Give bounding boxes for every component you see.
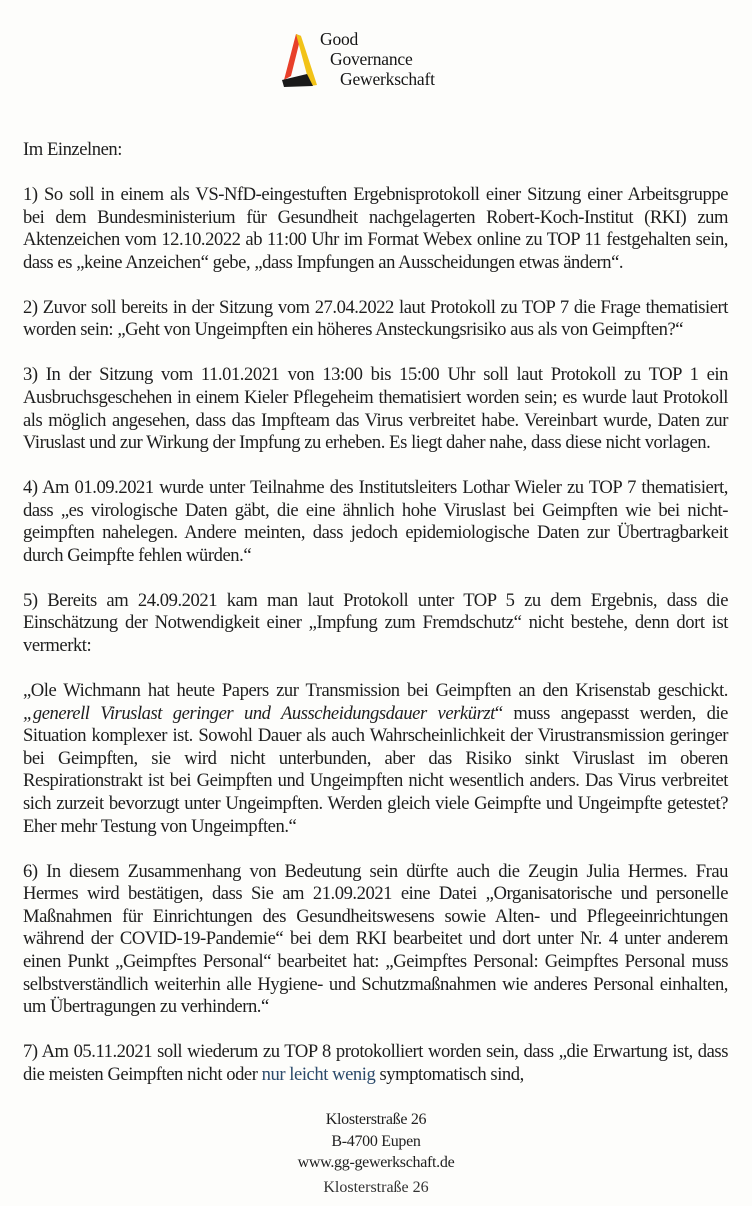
paragraph-7-start: 7) Am 05.11.2021 soll wiederum zu TOP 8 protokolliert worden sein, dass „die Erwartung ist, dass die meisten Geimpften nicht oder bbox=[23, 1041, 728, 1085]
organization-logo bbox=[280, 28, 500, 90]
logo-line-governance: Governance bbox=[330, 49, 413, 69]
paragraph-4: 4) Am 01.09.2021 wurde unter Teilnahme des Institutsleiters Lothar Wieler zu TOP 7 thematisiert, dass „es virologische Daten gäbt, die eine ähnlich hohe Viruslast bei Geimpften wie bei nicht-geimpften nahelegen. Andere meinten, dass jedoch epidemiologische Daten zur Übertragbarkeit durch Geimpfte fehlen würden.“ bbox=[23, 477, 728, 566]
paragraph-5: 5) Bereits am 24.09.2021 kam man laut Protokoll unter TOP 5 zu dem Ergebnis, dass die Einschätzung der Notwendigkeit einer „Impfung zum Fremdschutz“ nicht bestehe, denn dort ist vermerkt: bbox=[23, 589, 728, 657]
paragraph-7 bbox=[23, 1041, 728, 1086]
letter-body bbox=[23, 139, 728, 1109]
logo-line-gewerkschaft: Gewerkschaft bbox=[340, 69, 435, 89]
quote-text-start: „Ole Wichmann hat heute Papers zur Transmission bei Geimpften an den Krisenstab geschickt. bbox=[23, 680, 728, 702]
paragraph-3: 3) In der Sitzung vom 11.01.2021 von 13:00 bis 15:00 Uhr soll laut Protokoll zu TOP 1 ein Ausbruchsgeschehen in einem Kieler Pflegeheim thematisiert worden sein; es wurde laut Protokoll als möglich angesehen, dass das Impfteam das Virus verbreitet habe. Vereinbart wurde, Daten zur Viruslast und zur Wirkung der Impfung zu erheben. Es liegt daher nahe, dass diese nicht vorlagen. bbox=[23, 364, 728, 454]
footer-website: www.gg-gewerkschaft.de bbox=[297, 1154, 455, 1171]
quote-italic-text: „generell Viruslast geringer und Ausscheidungsdauer verkürzt bbox=[23, 702, 495, 724]
paragraph-7-end: symptomatisch sind, bbox=[375, 1063, 524, 1085]
footer-cut-off-text: Klosterstraße 26 bbox=[323, 1179, 429, 1196]
footer-cut-off-line bbox=[0, 1179, 752, 1200]
paragraph-1: 1) So soll in einem als VS-NfD-eingestuften Ergebnisprotokoll einer Sitzung einer Arbeitsgruppe bei dem Bundesministerium für Gesundheit nachgelagerten Robert-Koch-Institut (RKI) zum Aktenzeichen vom 12.10.2022 ab 11:00 Uhr im Format Webex online zu TOP 11 festgehalten sein, dass es „keine Anzeichen“ gebe, „dass Impfungen an Ausscheidungen etwas ändern“. bbox=[23, 183, 728, 273]
section-intro: Im Einzelnen: bbox=[23, 139, 122, 160]
paragraph-6: 6) In diesem Zusammenhang von Bedeutung sein dürfte auch die Zeugin Julia Hermes. Frau Hermes wird bestätigen, dass Sie am 21.09.2021 eine Datei „Organisatorische und personelle Maßnahmen für Einrichtungen des Gesundheitswesens sowie Alten- und Pflegeeinrichtungen während der COVID-19-Pandemie“ bei dem RKI bearbeitet und dort unter Nr. 4 unter anderem einen Punkt „Geimpftes Personal“ bearbeitet hat: „Geimpftes Personal: Geimpftes Personal muss selbstverständlich weiterhin alle Hygiene- und Schutzmaßnahmen wie anderes Personal einhalten, um Übertragungen zu verhindern.“ bbox=[23, 860, 728, 1018]
footer-city: B-4700 Eupen bbox=[331, 1132, 421, 1150]
footer-street: Klosterstraße 26 bbox=[325, 1111, 427, 1128]
protocol-quote bbox=[23, 680, 728, 838]
highlighted-text: nur leicht wenig bbox=[261, 1063, 376, 1085]
quote-text-end: “ muss angepasst werden, die Situation komplexer ist. Sowohl Dauer als auch Wahrscheinlichkeit der Virustransmission geringer bei Geimpften, sie wird nicht unterbunden, aber das Risiko sinkt Viruslast im oberen Respirationstrakt ist bei Geimpften und Ungeimpften nicht wesentlich anders. Das Virus verbreitet sich zurzeit bevorzugt unter Ungeimpften. Werden gleich viele Geimpfte und Ungeimpfte getestet? Eher mehr Testung von Ungeimpften.“ bbox=[23, 702, 728, 837]
logo-line-good: Good bbox=[320, 29, 359, 49]
footer-address bbox=[0, 1109, 752, 1174]
triangle-logo-icon bbox=[280, 30, 318, 88]
paragraph-2: 2) Zuvor soll bereits in der Sitzung vom 27.04.2022 laut Protokoll zu TOP 7 die Frage thematisiert worden sein: „Geht von Ungeimpften ein höheres Ansteckungsrisiko aus als von Geimpften?“ bbox=[23, 296, 728, 341]
